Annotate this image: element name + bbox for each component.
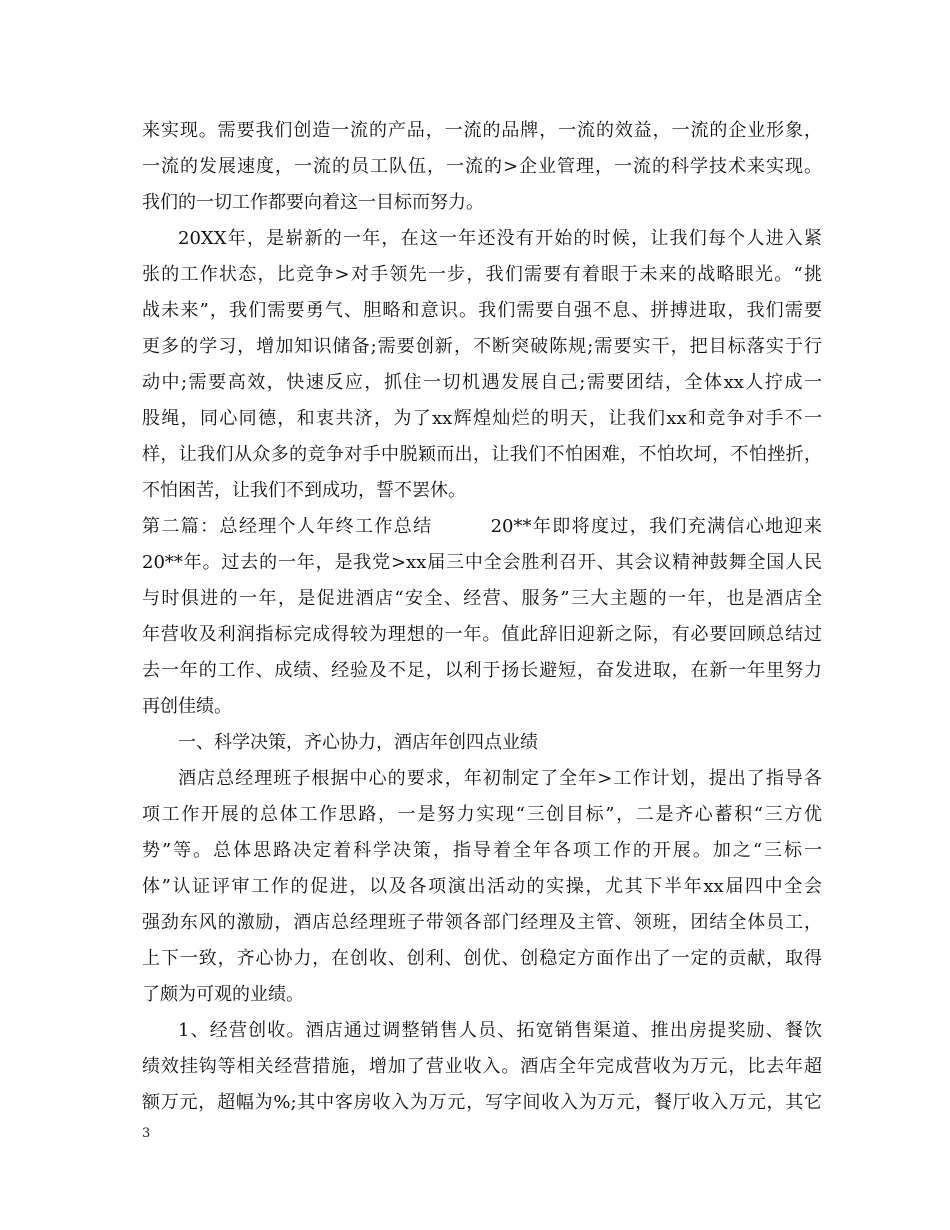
text-line-8: 动中;需要高效，快速反应，抓住一切机遇发展自己;需要团结，全体xx人拧成一 [142, 372, 822, 393]
text-line-17: 再创佳绩。 [142, 696, 232, 717]
text-line-22: 体”认证评审工作的促进，以及各项演出活动的实操，尤其下半年xx届四中全会 [142, 876, 822, 897]
text-line-4: 20XX年，是崭新的一年，在这一年还没有开始的时候，让我们每个人进入紧 [178, 228, 822, 249]
text-line-6: 战未来”，我们需要勇气、胆略和意识。我们需要自强不息、拼搏进取，我们需要 [142, 300, 822, 321]
text-line-27: 绩效挂钩等相关经营措施，增加了营业收入。酒店全年完成营收为万元，比去年超 [142, 1056, 822, 1077]
text-line-11: 不怕困苦，让我们不到成功，誓不罢休。 [142, 480, 466, 501]
text-line-23: 强劲东风的激励，酒店总经理班子带领各部门经理及主管、领班，团结全体员工， [142, 912, 822, 933]
text-line-16: 去一年的工作、成绩、经验及不足，以利于扬长避短，奋发进取，在新一年里努力 [142, 660, 822, 681]
text-line-13: 20**年。过去的一年，是我党>xx届三中全会胜利召开、其会议精神鼓舞全国人民 [142, 552, 822, 573]
text-line-25: 了颇为可观的业绩。 [142, 984, 304, 1005]
text-line-10: 样，让我们从众多的竞争对手中脱颖而出，让我们不怕困难，不怕坎坷，不怕挫折， [142, 444, 822, 465]
document-body [142, 113, 822, 1121]
text-line-24: 上下一致，齐心协力，在创收、创利、创优、创稳定方面作出了一定的贡献，取得 [142, 948, 822, 969]
section-heading-line: 第二篇：总经理个人年终工作总结 20**年即将度过，我们充满信心地迎来 [142, 516, 822, 537]
text-line-21: 势”等。总体思路决定着科学决策，指导着全年各项工作的开展。加之“三标一 [142, 840, 822, 861]
text-line-1: 来实现。需要我们创造一流的产品，一流的品牌，一流的效益，一流的企业形象， [142, 120, 822, 141]
text-line-20: 项工作开展的总体工作思路，一是努力实现“三创目标”，二是齐心蓄积“三方优 [142, 804, 822, 825]
text-line-19: 酒店总经理班子根据中心的要求，年初制定了全年>工作计划，提出了指导各 [178, 768, 822, 789]
page-number: 3 [142, 1126, 151, 1141]
text-line-7: 更多的学习，增加知识储备;需要创新，不断突破陈规;需要实干，把目标落实于行 [142, 336, 822, 357]
text-line-28: 额万元，超幅为%;其中客房收入为万元，写字间收入为万元，餐厅收入万元，其它 [142, 1092, 822, 1113]
text-line-9: 股绳，同心同德，和衷共济，为了xx辉煌灿烂的明天，让我们xx和竞争对手不一 [142, 408, 822, 429]
text-line-5: 张的工作状态，比竞争>对手领先一步，我们需要有着眼于未来的战略眼光。“挑 [142, 264, 822, 285]
text-line-14: 与时俱进的一年，是促进酒店“安全、经营、服务”三大主题的一年，也是酒店全 [142, 588, 822, 609]
text-line-2: 一流的发展速度，一流的员工队伍，一流的>企业管理，一流的科学技术来实现。 [142, 156, 822, 177]
text-line-15: 年营收及利润指标完成得较为理想的一年。值此辞旧迎新之际，有必要回顾总结过 [142, 624, 822, 645]
text-line-26: 1、经营创收。酒店通过调整销售人员、拓宽销售渠道、推出房提奖励、餐饮 [178, 1020, 822, 1041]
text-line-3: 我们的一切工作都要向着这一目标而努力。 [142, 192, 484, 213]
subheading-line: 一、科学决策，齐心协力，酒店年创四点业绩 [178, 732, 538, 753]
